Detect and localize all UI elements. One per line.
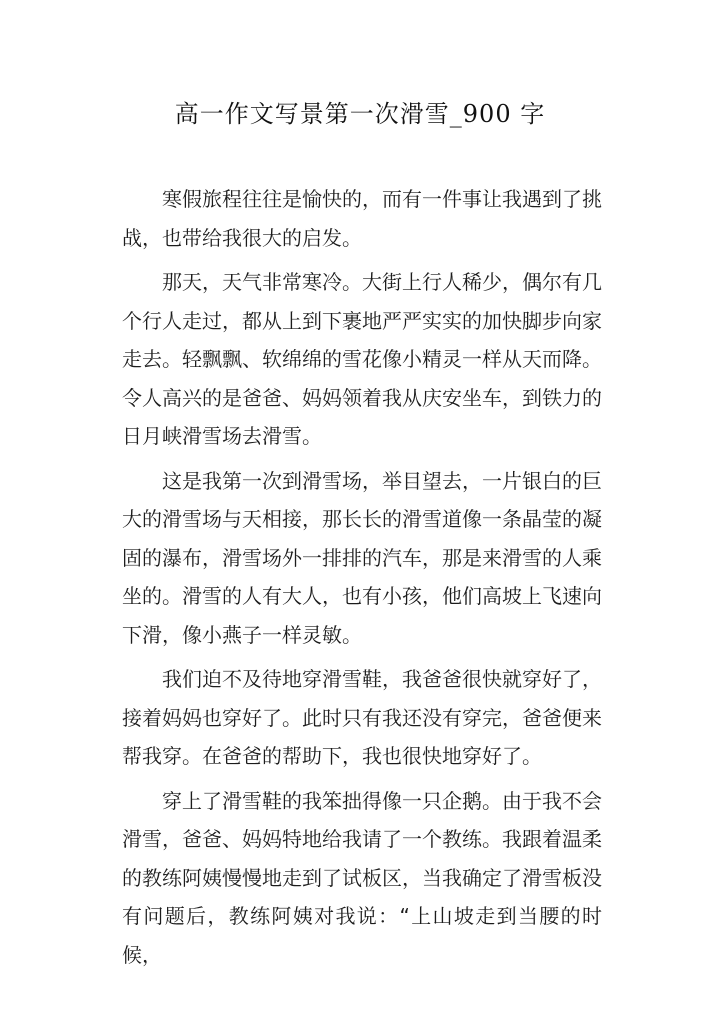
paragraph-1: 寒假旅程往往是愉快的，而有一件事让我遇到了挑战，也带给我很大的启发。	[122, 187, 602, 250]
paragraph-2: 那天，天气非常寒冷。大街上行人稀少，偶尔有几个行人走过，都从上到下裹地严严实实的加快脚步向家走去。轻飘飘、软绵绵的雪花像小精灵一样从天而降。令人高兴的是爸爸、妈妈领着我从庆安坐车，到铁力的日月峡滑雪场去滑雪。	[122, 270, 602, 448]
document-body	[122, 180, 602, 980]
paragraph-5: 穿上了滑雪鞋的我笨拙得像一只企鹅。由于我不会滑雪，爸爸、妈妈特地给我请了一个教练。我跟着温柔的教练阿姨慢慢地走到了试板区，当我确定了滑雪板没有问题后，教练阿姨对我说：“上山坡走到当腰的时候，	[122, 788, 602, 967]
paragraph-3: 这是我第一次到滑雪场，举目望去，一片银白的巨大的滑雪场与天相接，那长长的滑雪道像一条晶莹的凝固的瀑布，滑雪场外一排排的汽车，那是来滑雪的人乘坐的。滑雪的人有大人，也有小孩，他们高坡上飞速向下滑，像小燕子一样灵敏。	[122, 468, 602, 647]
document-title: 高一作文写景第一次滑雪_900 字	[174, 100, 546, 128]
paragraph-4: 我们迫不及待地穿滑雪鞋，我爸爸很快就穿好了，接着妈妈也穿好了。此时只有我还没有穿完，爸爸便来帮我穿。在爸爸的帮助下，我也很快地穿好了。	[122, 667, 602, 768]
